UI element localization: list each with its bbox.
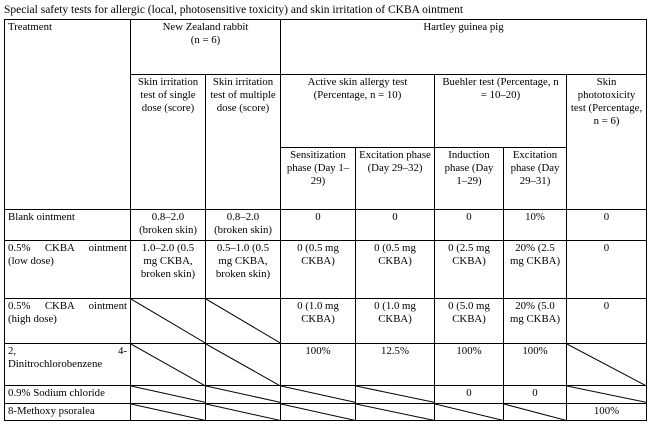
value-cell: 0 (1.0 mg CKBA) [356, 298, 435, 343]
value-cell: 1.0–2.0 (0.5 mg CKBA, broken skin) [131, 240, 206, 298]
diagonal-line [206, 344, 280, 386]
rabbit-group-label: New Zealand rabbit [162, 21, 249, 33]
treatment-sublabel: (high dose) [8, 312, 57, 325]
diagonal-line [131, 344, 205, 386]
table-row [5, 343, 647, 386]
diagonal-line [435, 404, 503, 420]
treatment-cell [5, 240, 131, 298]
treatment-cell: 0.9% Sodium chloride [5, 386, 131, 403]
diagonal-line [356, 404, 434, 420]
header-excitation-phase-allergy: Excitation phase (Day 29–32) [356, 148, 435, 210]
empty-diagonal-cell [504, 403, 567, 420]
treatment-label: 0.5% CKBA ointment [8, 241, 127, 254]
value-cell: 100% [567, 403, 647, 420]
treatment-sublabel: (low dose) [8, 254, 54, 267]
value-cell: 0 [281, 210, 356, 241]
header-excitation-phase-buehler: Excitation phase (Day 29–31) [504, 148, 567, 210]
empty-diagonal-cell [206, 298, 281, 343]
value-cell: 0 (0.5 mg CKBA) [356, 240, 435, 298]
treatment-cell [5, 298, 131, 343]
table-row [5, 403, 647, 420]
value-cell: 0.8–2.0 (broken skin) [131, 210, 206, 241]
header-treatment: Treatment [5, 20, 131, 210]
treatment-cell: 8-Methoxy psoralea [5, 403, 131, 420]
header-induction-phase: Induction phase (Day 1–29) [435, 148, 504, 210]
empty-diagonal-cell [567, 343, 647, 386]
header-skin-irritation-single: Skin irritation test of single dose (score) [131, 74, 206, 209]
diagonal-line [504, 404, 566, 420]
value-cell: 0 [504, 386, 567, 403]
header-buehler-test: Buehler test (Percentage, n = 10–20) [435, 74, 567, 147]
value-cell: 100% [281, 343, 356, 386]
table-row [5, 240, 647, 298]
diagonal-line [131, 386, 205, 402]
value-cell: 0 (0.5 mg CKBA) [281, 240, 356, 298]
header-row-1 [5, 20, 647, 75]
value-cell: 0 (5.0 mg CKBA) [435, 298, 504, 343]
value-cell: 100% [504, 343, 567, 386]
header-rabbit-group [131, 20, 281, 75]
empty-diagonal-cell [281, 403, 356, 420]
value-cell: 0 [567, 210, 647, 241]
empty-diagonal-cell [206, 386, 281, 403]
empty-diagonal-cell [131, 298, 206, 343]
value-cell: 0 [567, 298, 647, 343]
diagonal-line [206, 299, 280, 343]
diagonal-line [567, 344, 646, 386]
value-cell: 20% (2.5 mg CKBA) [504, 240, 567, 298]
empty-diagonal-cell [281, 386, 356, 403]
table-row [5, 298, 647, 343]
value-cell: 0.5–1.0 (0.5 mg CKBA, broken skin) [206, 240, 281, 298]
value-cell: 12.5% [356, 343, 435, 386]
header-active-skin-allergy: Active skin allergy test (Percentage, n = 10) [281, 74, 435, 147]
treatment-label: 0.5% CKBA ointment [8, 299, 127, 312]
diagonal-line [567, 386, 646, 402]
value-cell: 0 [435, 386, 504, 403]
safety-tests-table [4, 19, 647, 421]
diagonal-line [206, 386, 280, 402]
diagonal-line [206, 404, 280, 420]
empty-diagonal-cell [435, 403, 504, 420]
header-skin-irritation-multiple: Skin irritation test of multiple dose (score) [206, 74, 281, 209]
rabbit-n-label: (n = 6) [190, 34, 221, 46]
diagonal-line [356, 386, 434, 402]
value-cell: 0 (1.0 mg CKBA) [281, 298, 356, 343]
treatment-label: 2, 4- [8, 344, 127, 357]
treatment-sublabel: Dinitrochlorobenzene [8, 357, 103, 370]
value-cell: 10% [504, 210, 567, 241]
empty-diagonal-cell [567, 386, 647, 403]
value-cell: 0 [356, 210, 435, 241]
value-cell: 0.8–2.0 (broken skin) [206, 210, 281, 241]
empty-diagonal-cell [131, 343, 206, 386]
value-cell: 20% (5.0 mg CKBA) [504, 298, 567, 343]
table-caption: Special safety tests for allergic (local, photosensitive toxicity) and skin irritation of CKBA ointment [4, 4, 464, 16]
diagonal-line [281, 386, 355, 402]
empty-diagonal-cell [131, 403, 206, 420]
empty-diagonal-cell [206, 403, 281, 420]
header-skin-phototoxicity: Skin phototoxicity test (Percentage, n = 6) [567, 74, 647, 209]
diagonal-line [131, 404, 205, 420]
value-cell: 0 [435, 210, 504, 241]
value-cell: 100% [435, 343, 504, 386]
table-row [5, 210, 647, 241]
header-sensitization-phase: Sensitization phase (Day 1–29) [281, 148, 356, 210]
treatment-cell [5, 343, 131, 386]
header-guinea-pig-group: Hartley guinea pig [281, 20, 647, 75]
treatment-cell: Blank ointment [5, 210, 131, 241]
empty-diagonal-cell [206, 343, 281, 386]
value-cell: 0 [567, 240, 647, 298]
empty-diagonal-cell [356, 386, 435, 403]
value-cell: 0 (2.5 mg CKBA) [435, 240, 504, 298]
diagonal-line [281, 404, 355, 420]
empty-diagonal-cell [131, 386, 206, 403]
empty-diagonal-cell [356, 403, 435, 420]
diagonal-line [131, 299, 205, 343]
table-row [5, 386, 647, 403]
